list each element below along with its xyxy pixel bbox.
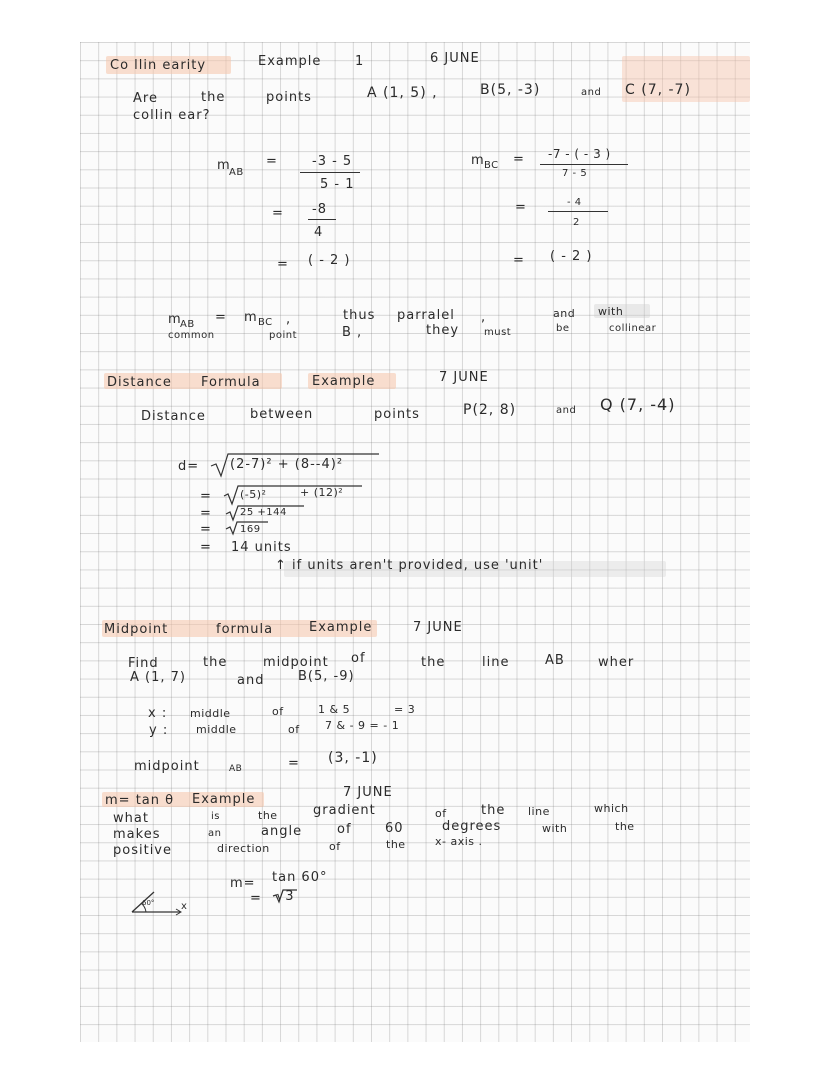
denominator: 2 bbox=[573, 217, 580, 228]
equals: = bbox=[515, 200, 527, 215]
word: what bbox=[113, 811, 149, 826]
section-heading-midpoint: Midpoint bbox=[104, 622, 169, 637]
date: 7 JUNE bbox=[343, 785, 393, 800]
word: with bbox=[542, 822, 568, 835]
midpoint-label: midpoint bbox=[134, 759, 200, 774]
formula-line: 25 +144 bbox=[240, 507, 287, 518]
word: B , bbox=[342, 325, 363, 340]
example-label: Example bbox=[309, 620, 373, 635]
fraction-bar bbox=[540, 164, 628, 165]
word: angle bbox=[261, 824, 303, 839]
gradient-bc-label: m bbox=[244, 310, 258, 325]
result: √3 bbox=[276, 889, 295, 904]
example-label: Example bbox=[192, 792, 256, 807]
word: 60 bbox=[385, 821, 404, 836]
section-heading-distance: Distance bbox=[107, 375, 172, 390]
point-b: B(5, -9) bbox=[298, 669, 355, 684]
result: ( - 2 ) bbox=[550, 249, 593, 264]
word: parralel bbox=[397, 308, 455, 323]
word: Find bbox=[128, 656, 159, 671]
word: x : bbox=[148, 706, 168, 721]
equals: = bbox=[200, 506, 212, 521]
word: gradient bbox=[313, 803, 376, 818]
word: be bbox=[556, 323, 570, 334]
equals: = bbox=[200, 489, 212, 504]
section-heading-midpoint-2: formula bbox=[216, 622, 274, 637]
equals: = bbox=[513, 152, 525, 167]
date: 7 JUNE bbox=[439, 370, 489, 385]
word: point bbox=[269, 330, 298, 341]
subscript: BC bbox=[258, 317, 273, 328]
equals: = bbox=[200, 540, 212, 555]
word: middle bbox=[196, 723, 237, 736]
word: middle bbox=[190, 707, 231, 720]
gradient-ab-label: m bbox=[168, 312, 182, 327]
word: and bbox=[237, 673, 265, 688]
point-a: A (1, 5) , bbox=[367, 85, 438, 101]
word: positive bbox=[113, 843, 172, 858]
denominator: 7 - 5 bbox=[562, 168, 588, 179]
section-heading-tan: m= tan θ bbox=[105, 793, 175, 808]
word: between bbox=[250, 407, 314, 422]
equals: = bbox=[266, 154, 278, 169]
word: line bbox=[528, 805, 550, 818]
subscript: AB bbox=[229, 167, 244, 178]
subscript: AB bbox=[229, 764, 243, 774]
word: the bbox=[258, 809, 278, 822]
equals: = bbox=[250, 891, 262, 906]
word: the bbox=[201, 90, 226, 105]
date: 7 JUNE bbox=[413, 620, 463, 635]
word: makes bbox=[113, 827, 161, 842]
equals: = bbox=[277, 257, 289, 272]
gradient-ab-label: m bbox=[217, 158, 231, 173]
numerator: -7 - ( - 3 ) bbox=[548, 147, 611, 161]
word: the bbox=[386, 838, 406, 851]
section-heading-collinearity: Co llin earity bbox=[110, 58, 207, 73]
point-q: Q (7, -4) bbox=[600, 395, 676, 414]
equals: = bbox=[272, 206, 284, 221]
word: AB bbox=[545, 653, 565, 668]
point-b: B(5, -3) bbox=[480, 82, 541, 98]
word: the bbox=[481, 803, 506, 818]
word: of bbox=[435, 807, 447, 820]
word: Are bbox=[133, 91, 158, 106]
distance-label: d= bbox=[178, 459, 200, 474]
fraction-bar bbox=[308, 219, 336, 220]
word: direction bbox=[217, 842, 270, 855]
formula-line: = 3 bbox=[394, 703, 416, 716]
word: thus bbox=[343, 308, 376, 323]
word: line bbox=[482, 655, 510, 670]
point-c: C (7, -7) bbox=[625, 82, 691, 98]
word: degrees bbox=[442, 819, 502, 834]
word: the bbox=[615, 820, 635, 833]
date: 6 JUNE bbox=[430, 51, 480, 66]
result: 14 units bbox=[231, 540, 292, 555]
word: y : bbox=[149, 723, 169, 738]
word: of bbox=[272, 705, 284, 718]
example-number: 1 bbox=[355, 54, 365, 69]
word: x- axis . bbox=[435, 835, 483, 848]
word: with bbox=[598, 305, 624, 318]
word: , bbox=[481, 310, 487, 325]
equals: = bbox=[215, 310, 227, 325]
subscript: AB bbox=[180, 319, 195, 330]
word: an bbox=[208, 828, 222, 839]
word: wher bbox=[598, 655, 635, 670]
word: is bbox=[211, 811, 220, 822]
word: the bbox=[203, 655, 228, 670]
point-a: A (1, 7) bbox=[130, 670, 186, 685]
subscript: BC bbox=[484, 160, 499, 171]
word: must bbox=[484, 327, 512, 338]
word: points bbox=[266, 90, 312, 105]
formula-line: 1 & 5 bbox=[318, 703, 351, 716]
word: midpoint bbox=[263, 655, 329, 670]
word: Distance bbox=[141, 409, 206, 424]
denominator: 4 bbox=[314, 225, 324, 240]
formula-line: 7 & - 9 = - 1 bbox=[325, 719, 400, 732]
denominator: 5 - 1 bbox=[320, 177, 355, 192]
word: of bbox=[337, 822, 352, 837]
word: collinear bbox=[609, 323, 657, 334]
formula-line: (-5)² bbox=[240, 488, 267, 501]
equals: = bbox=[513, 253, 525, 268]
formula-line: tan 60° bbox=[272, 870, 328, 885]
word: of bbox=[288, 723, 300, 736]
numerator: -8 bbox=[312, 202, 327, 217]
word: of bbox=[329, 840, 341, 853]
point-p: P(2, 8) bbox=[463, 402, 517, 418]
fraction-bar bbox=[548, 211, 608, 212]
annotation-note: ↑ if units aren't provided, use 'unit' bbox=[275, 558, 544, 573]
angle-label: 60° bbox=[142, 899, 155, 907]
numerator: -3 - 5 bbox=[312, 154, 353, 169]
numerator: - 4 bbox=[567, 197, 582, 208]
result: (3, -1) bbox=[328, 750, 378, 766]
axis-label: x bbox=[181, 901, 188, 912]
word: and bbox=[553, 307, 576, 320]
word: and bbox=[581, 87, 602, 98]
result: ( - 2 ) bbox=[308, 253, 351, 268]
equals: = bbox=[288, 756, 300, 771]
gradient-bc-label: m bbox=[471, 153, 485, 168]
example-label: Example bbox=[258, 54, 322, 69]
word: common bbox=[168, 330, 215, 341]
word: points bbox=[374, 407, 420, 422]
formula-line: 169 bbox=[240, 524, 261, 535]
equals: = bbox=[200, 522, 212, 537]
word: and bbox=[556, 405, 577, 416]
word: which bbox=[594, 802, 629, 815]
fraction-bar bbox=[300, 172, 360, 173]
gradient-label: m= bbox=[230, 876, 256, 891]
word: , bbox=[286, 312, 292, 327]
word: the bbox=[421, 655, 446, 670]
word: collin ear? bbox=[133, 108, 211, 123]
word: they bbox=[426, 323, 460, 338]
section-heading-distance-2: Formula bbox=[201, 375, 261, 390]
formula-line: + (12)² bbox=[300, 486, 344, 499]
formula-line: (2-7)² + (8--4)² bbox=[230, 457, 344, 472]
example-label: Example bbox=[312, 374, 376, 389]
word: of bbox=[351, 651, 366, 666]
